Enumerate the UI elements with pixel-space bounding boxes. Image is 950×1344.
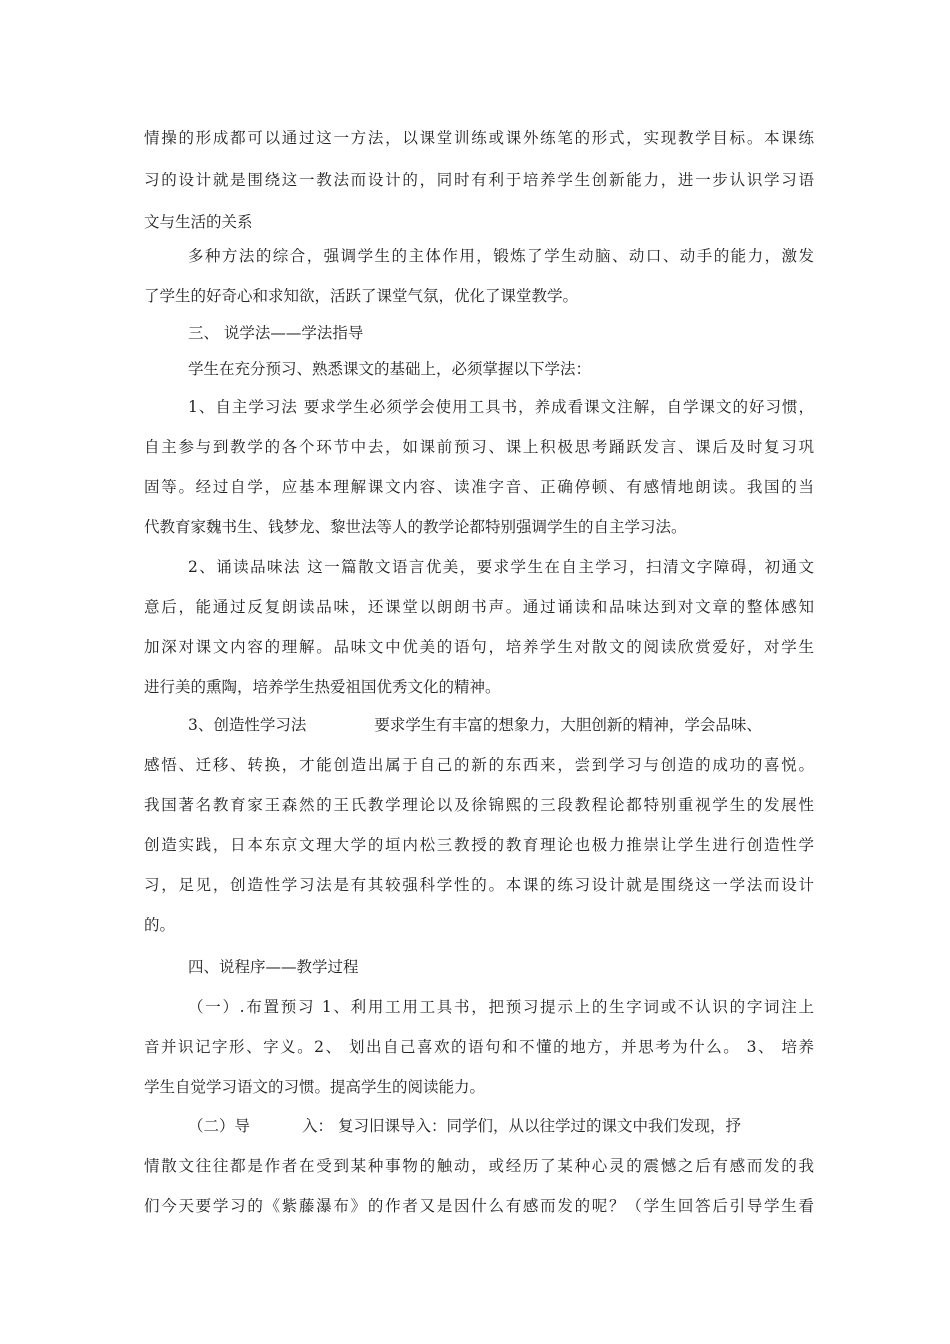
paragraph-line: 习的设计就是围绕这一教法而设计的，同时有利于培养学生创新能力，进一步认识学习语 <box>144 171 814 189</box>
paragraph-line: 进行美的熏陶，培养学生热爱祖国优秀文化的精神。 <box>144 678 501 696</box>
paragraph-line <box>188 1115 814 1137</box>
paragraph-line: 2、诵读品味法 这一篇散文语言优美，要求学生在自主学习，扫清文字障碍，初通文 <box>188 558 814 576</box>
paragraph-line: 感悟、迁移、转换，才能创造出属于自己的新的东西来，尝到学习与创造的成功的喜悦。 <box>144 756 814 774</box>
paragraph-line: 情散文往往都是作者在受到某种事物的触动，或经历了某种心灵的震憾之后有感而发的我 <box>144 1157 814 1175</box>
paragraph-line: 们今天要学习的《紫藤瀑布》的作者又是因什么有感而发的呢？（学生回答后引导学生看 <box>144 1197 814 1215</box>
paragraph-line: 固等。经过自学，应基本理解课文内容、读准字音、正确停顿、有感情地朗读。我国的当 <box>144 478 814 496</box>
paragraph-line: （一）.布置预习 1、利用工用工具书，把预习提示上的生字词或不认识的字词注上 <box>188 998 814 1016</box>
paragraph-line: 加深对课文内容的理解。品味文中优美的语句，培养学生对散文的阅读欣赏爱好，对学生 <box>144 638 814 656</box>
paragraph-line: 意后，能通过反复朗读品味，还课堂以朗朗书声。通过诵读和品味达到对文章的整体感知 <box>144 598 814 616</box>
section-heading-4: 四、说程序——教学过程 <box>188 958 359 976</box>
lead-in-label: （二）导 <box>188 1117 251 1135</box>
paragraph-line: 的。 <box>144 916 176 934</box>
section-heading-3: 三、 说学法——学法指导 <box>188 324 364 342</box>
paragraph-line: 学生自觉学习语文的习惯。提高学生的阅读能力。 <box>144 1078 486 1096</box>
paragraph-line <box>188 714 814 736</box>
paragraph-line: 音并识记字形、字义。2、 划出自己喜欢的语句和不懂的地方，并思考为什么。 3、 培养 <box>144 1038 814 1056</box>
paragraph-line: 多种方法的综合，强调学生的主体作用，锻炼了学生动脑、动口、动手的能力，激发 <box>188 247 814 265</box>
paragraph-line: 文与生活的关系 <box>144 213 253 231</box>
lead-in-text: 入： 复习旧课导入：同学们，从以往学过的课文中我们发现，抒 <box>302 1117 741 1135</box>
paragraph-line: 情操的形成都可以通过这一方法，以课堂训练或课外练笔的形式，实现教学目标。本课练 <box>144 129 814 147</box>
method-text: 要求学生有丰富的想象力，大胆创新的精神，学会品味、 <box>374 716 762 734</box>
paragraph-line: 了学生的好奇心和求知欲，活跃了课堂气氛，优化了课堂教学。 <box>144 287 579 305</box>
paragraph-line: 创造实践，日本东京文理大学的垣内松三教授的教育理论也极力推崇让学生进行创造性学 <box>144 836 814 854</box>
paragraph-line: 自主参与到教学的各个环节中去，如课前预习、课上积极思考踊跃发言、课后及时复习巩 <box>144 438 814 456</box>
paragraph-line: 我国著名教育家王森然的王氏教学理论以及徐锦熙的三段教程论都特别重视学生的发展性 <box>144 796 814 814</box>
paragraph-line: 习，足见，创造性学习法是有其较强科学性的。本课的练习设计就是围绕这一学法而设计 <box>144 876 814 894</box>
paragraph-line: 1、自主学习法 要求学生必须学会使用工具书，养成看课文注解，自学课文的好习惯， <box>188 398 814 416</box>
paragraph-line: 学生在充分预习、熟悉课文的基础上，必须掌握以下学法： <box>188 360 592 378</box>
method-title: 3、创造性学习法 <box>188 716 307 734</box>
paragraph-line: 代教育家魏书生、钱梦龙、黎世法等人的教学论都特别强调学生的自主学习法。 <box>144 518 687 536</box>
